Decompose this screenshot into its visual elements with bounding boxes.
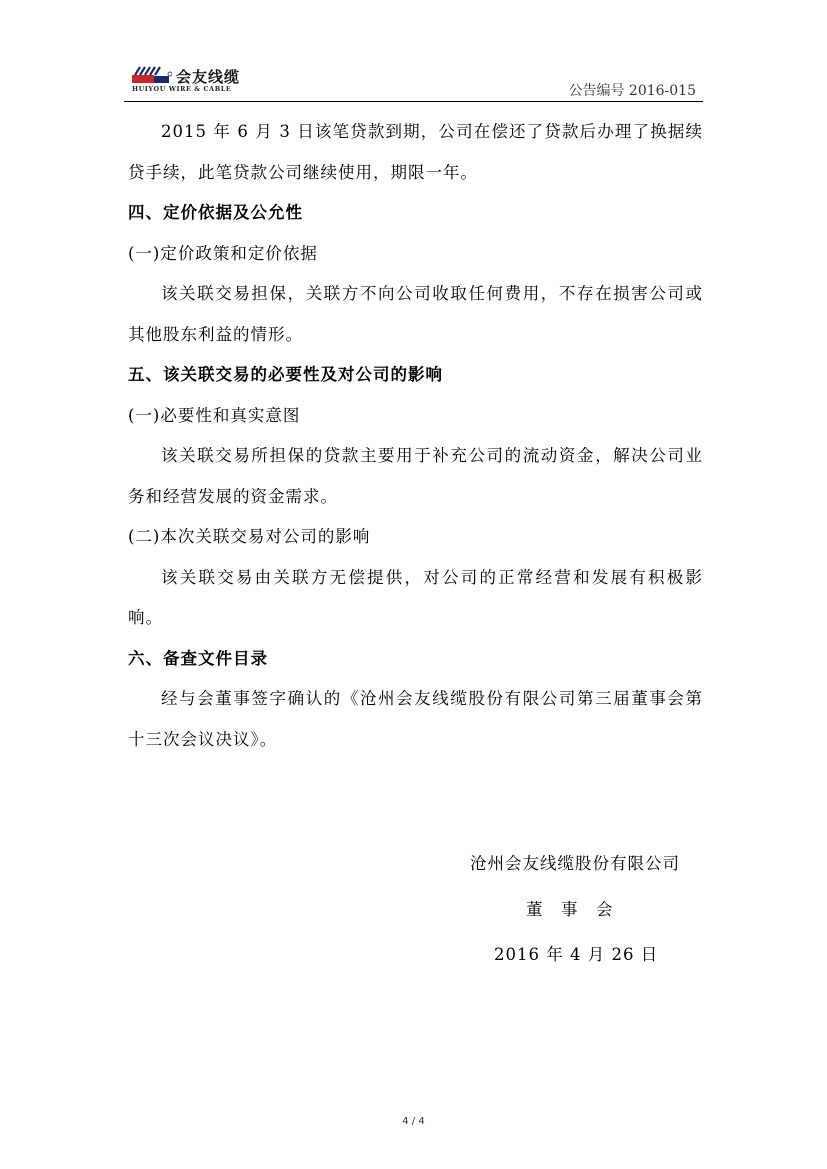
signature-date: 2016 年 4 月 26 日 <box>494 945 659 964</box>
signature-company: 沧州会友线缆股份有限公司 <box>470 854 680 873</box>
company-logo <box>132 66 282 100</box>
page-number: 4 / 4 <box>402 1116 425 1127</box>
paragraph-pricing: 该关联交易担保，关联方不向公司收取任何费用，不存在损害公司或其他股东利益的情形。 <box>128 284 703 344</box>
subsection-necessity: (一)必要性和真实意图 <box>128 405 301 425</box>
paragraph-loan-renewal: 2015 年 6 月 3 日该笔贷款到期，公司在偿还了贷款后办理了换据续贷手续，此笔贷款公司继续使用，期限一年。 <box>128 122 703 182</box>
paragraph-reference-docs: 经与会董事签字确认的《沧州会友线缆股份有限公司第三届董事会第十三次会议决议》。 <box>128 689 703 749</box>
section-heading-pricing: 四、定价依据及公允性 <box>128 203 303 222</box>
subsection-impact: (二)本次关联交易对公司的影响 <box>128 527 371 546</box>
logo-mark-icon <box>132 66 172 84</box>
paragraph-impact: 该关联交易由关联方无偿提供，对公司的正常经营和发展有积极影响。 <box>128 567 703 627</box>
section-heading-reference-docs: 六、备查文件目录 <box>128 648 268 668</box>
signature-board: 董 事 会 <box>526 900 614 919</box>
header-divider <box>124 101 703 102</box>
logo-english-name: HUIYOU WIRE & CABLE <box>132 85 232 93</box>
section-heading-necessity: 五、该关联交易的必要性及对公司的影响 <box>128 365 443 384</box>
paragraph-necessity: 该关联交易所担保的贷款主要用于补充公司的流动资金，解决公司业务和经营发展的资金需求。 <box>128 446 703 506</box>
document-body <box>128 112 703 760</box>
logo-chinese-name: 会友线缆 <box>176 68 241 86</box>
subsection-pricing-policy: (一)定价政策和定价依据 <box>128 243 318 263</box>
announcement-number: 公告编号 2016-015 <box>568 83 696 99</box>
